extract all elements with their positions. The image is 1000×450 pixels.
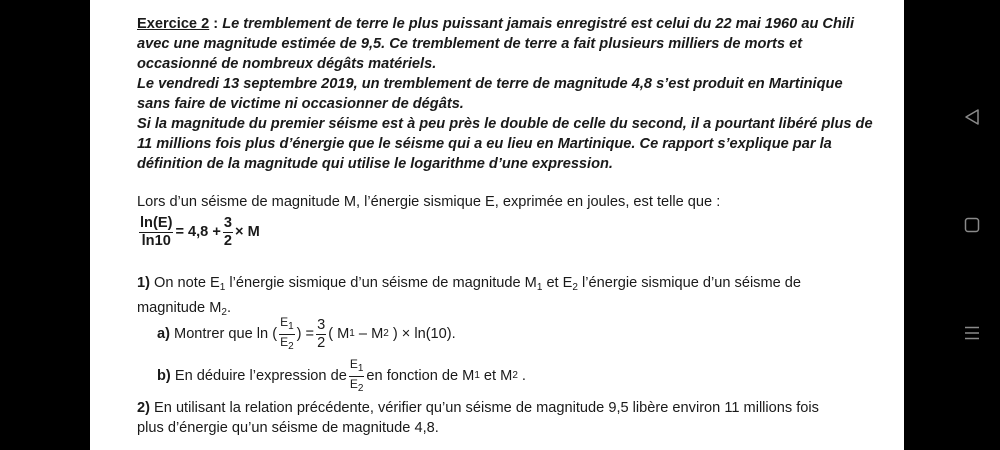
- intro-line: sans faire de victime ni occasionner de dégâts.: [137, 96, 464, 112]
- intro-line: Si la magnitude du premier séisme est à peu près le double de celle du second, il a pourtant libéré plus de: [137, 116, 873, 132]
- ratio-fraction: $\frac{E_1}{E_2}$: [349, 356, 364, 394]
- exercise-intro: [137, 14, 877, 174]
- intro-line: 11 millions fois plus d’énergie que le séisme qui a eu lieu en Martinique. Ce rapport s’explique par la: [137, 136, 832, 152]
- intro-line: Le vendredi 13 septembre 2019, un tremblement de terre de magnitude 4,8 s’est produit en Martinique: [137, 76, 843, 92]
- intro-line: Exercice 2 : Le tremblement de terre le plus puissant jamais enregistré est celui du 22 mai 1960 au Chili: [137, 16, 855, 32]
- formula-lhs-fraction: $\frac{\ln(E)}{\ln 10}$: [140, 214, 173, 249]
- recents-menu-icon[interactable]: [964, 325, 980, 341]
- intro-line: occasionné de nombreux dégâts matériels.: [137, 56, 437, 72]
- question-2: 2) En utilisant la relation précédente, vérifier qu’un séisme de magnitude 9,5 libère environ 11 millions fois plus d’énergie qu’un séisme de magnitude 4,8.: [137, 400, 819, 436]
- document-page: [90, 0, 904, 450]
- magnitude-formula: [137, 210, 260, 254]
- exercise-title: Exercice 2: [137, 16, 210, 32]
- intro-line: avec une magnitude estimée de 9,5. Ce tremblement de terre a fait plusieurs milliers de morts et: [137, 36, 803, 52]
- energy-definition: Lors d’un séisme de magnitude M, l’énergie sismique E, exprimée en joules, est telle que :: [137, 194, 721, 210]
- coef-fraction: $\frac{3}{2}$: [317, 316, 326, 351]
- question-1b: b) En déduire l’expression de $\frac{E_1}{E_2}$ en fonction de M 1 et M 2 .: [157, 356, 526, 394]
- question-1: 1) On note $E_1$ l’énergie sismique d’un séisme de magnitude $M_1$ et $E_2$ l’énergie sismique d’un séisme de magnitude $M_2$.: [137, 275, 802, 318]
- formula-middle: = 4,8 +: [175, 224, 221, 240]
- question-1a: a) Montrer que ln ( $\frac{E_1}{E_2}$ ) = $\frac{3}{2}$ ( M 1 – M 2 ) × ln(10).: [157, 314, 456, 352]
- formula-coef-fraction: $\frac{3}{2}$: [223, 214, 233, 249]
- ratio-fraction: $\frac{E_1}{E_2}$: [280, 314, 294, 352]
- back-triangle-icon[interactable]: [964, 108, 980, 126]
- formula-tail: × M: [235, 224, 260, 240]
- home-square-icon[interactable]: [964, 217, 980, 233]
- intro-line: définition de la magnitude qui utilise le logarithme d’une expression.: [137, 156, 613, 172]
